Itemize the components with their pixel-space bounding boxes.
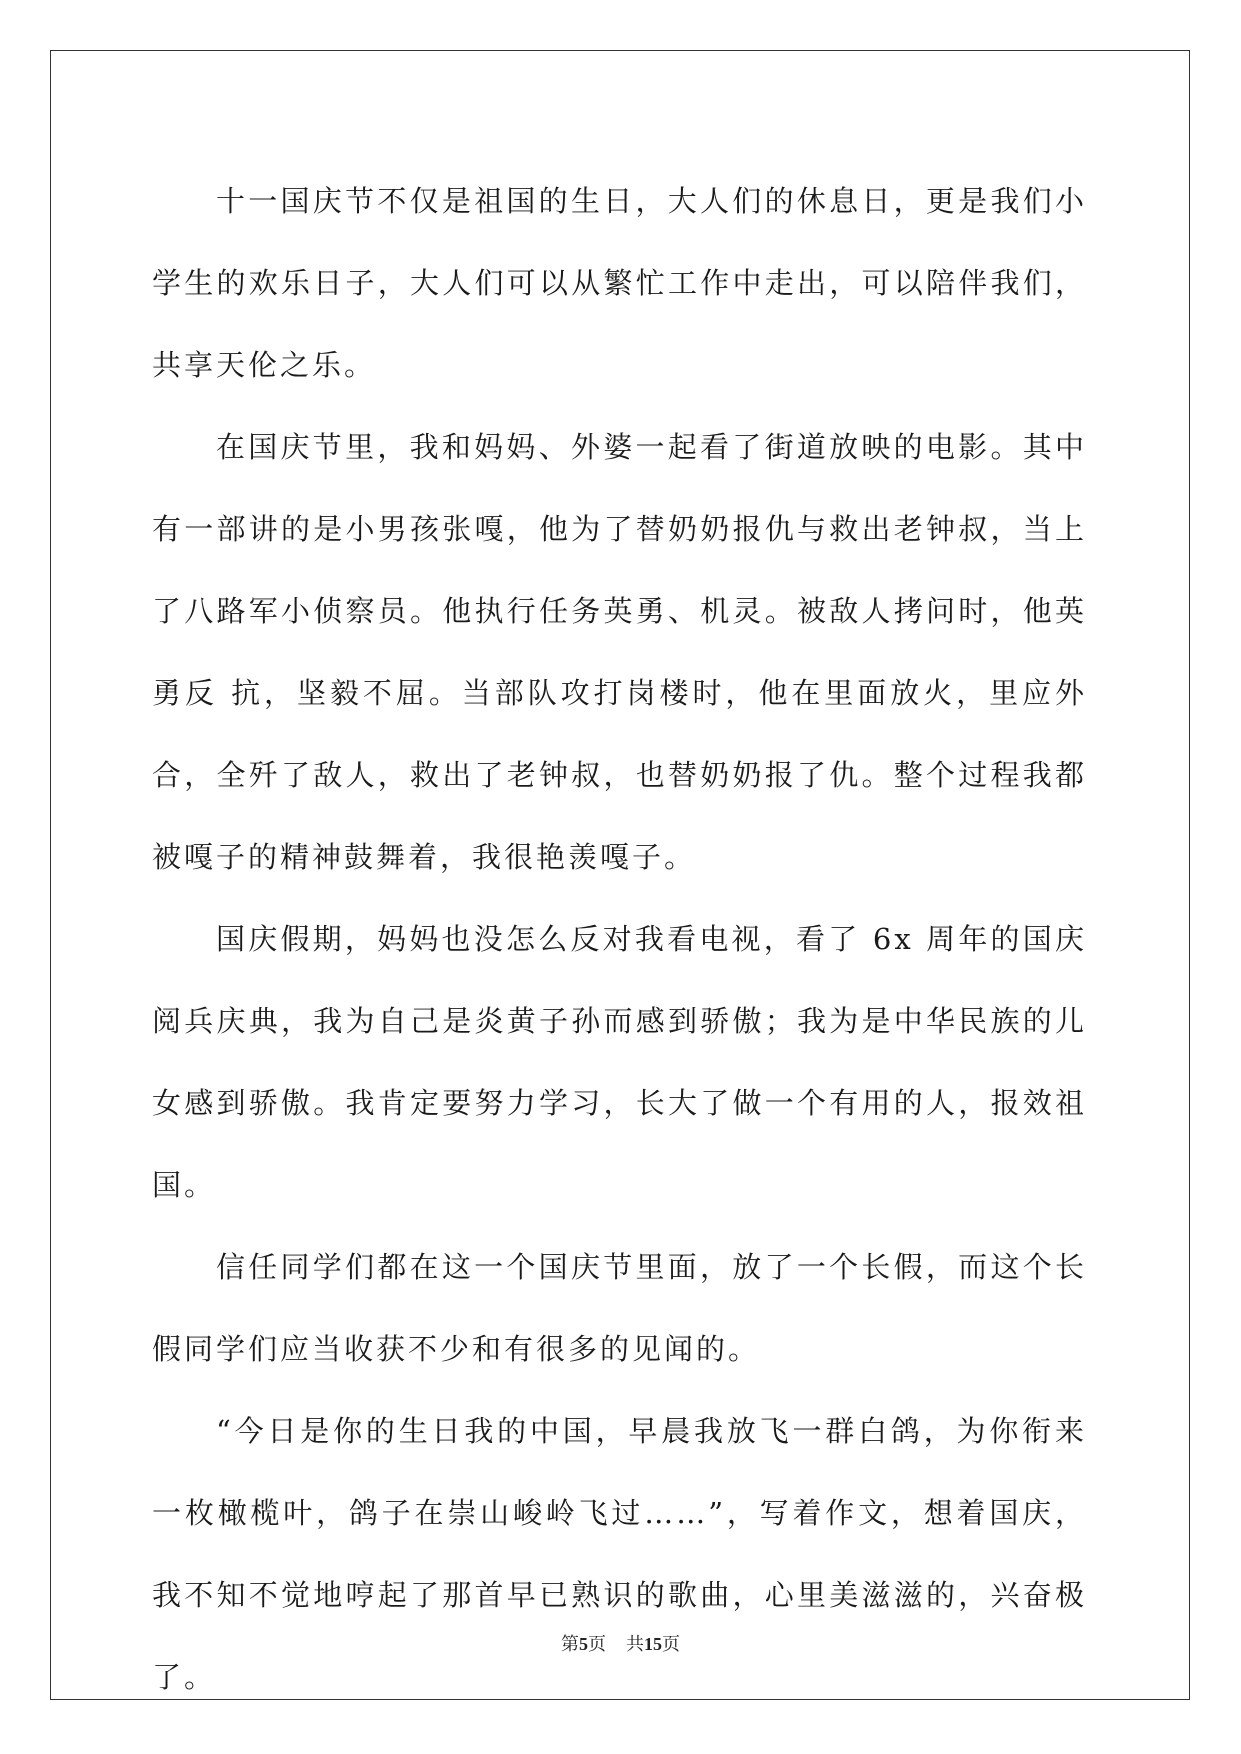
paragraph-2: 在国庆节里，我和妈妈、外婆一起看了街道放映的电影。其中有一部讲的是小男孩张嘎，他为了替奶奶报仇与救出老钟叔，当上了八路军小侦察员。他执行任务英勇、机灵。被敌人拷问时，他英勇反 抗，坚毅不屈。当部队攻打岗楼时，他在里面放火，里应外合，全歼了敌人，救出了老钟叔，也替奶奶报了仇。整个过程我都被嘎子的精神鼓舞着，我很艳羡嘎子。 <box>152 430 1087 874</box>
page-number: 5 <box>579 1634 588 1654</box>
paragraph-4: 信任同学们都在这一个国庆节里面，放了一个长假，而这个长假同学们应当收获不少和有很多的见闻的。 <box>152 1250 1087 1366</box>
total-prefix: 共 <box>626 1634 644 1655</box>
total-pages: 15 <box>644 1634 662 1654</box>
document-body <box>152 160 1087 1718</box>
page-footer <box>0 1632 1241 1657</box>
page-suffix: 页 <box>588 1634 606 1655</box>
paragraph-3: 国庆假期，妈妈也没怎么反对我看电视，看了 6x 周年的国庆阅兵庆典，我为自己是炎黄子孙而感到骄傲；我为是中华民族的儿女感到骄傲。我肯定要努力学习，长大了做一个有用的人，报效祖国。 <box>152 922 1087 1202</box>
paragraph-1: 十一国庆节不仅是祖国的生日，大人们的休息日，更是我们小学生的欢乐日子，大人们可以从繁忙工作中走出，可以陪伴我们，共享天伦之乐。 <box>152 184 1087 382</box>
paragraph-5: “今日是你的生日我的中国，早晨我放飞一群白鸽，为你衔来一枚橄榄叶，鸽子在崇山峻岭飞过……”，写着作文，想着国庆，我不知不觉地哼起了那首早已熟识的歌曲，心里美滋滋的，兴奋极了。 <box>152 1414 1087 1694</box>
total-suffix: 页 <box>662 1634 680 1655</box>
page-prefix: 第 <box>561 1634 579 1655</box>
